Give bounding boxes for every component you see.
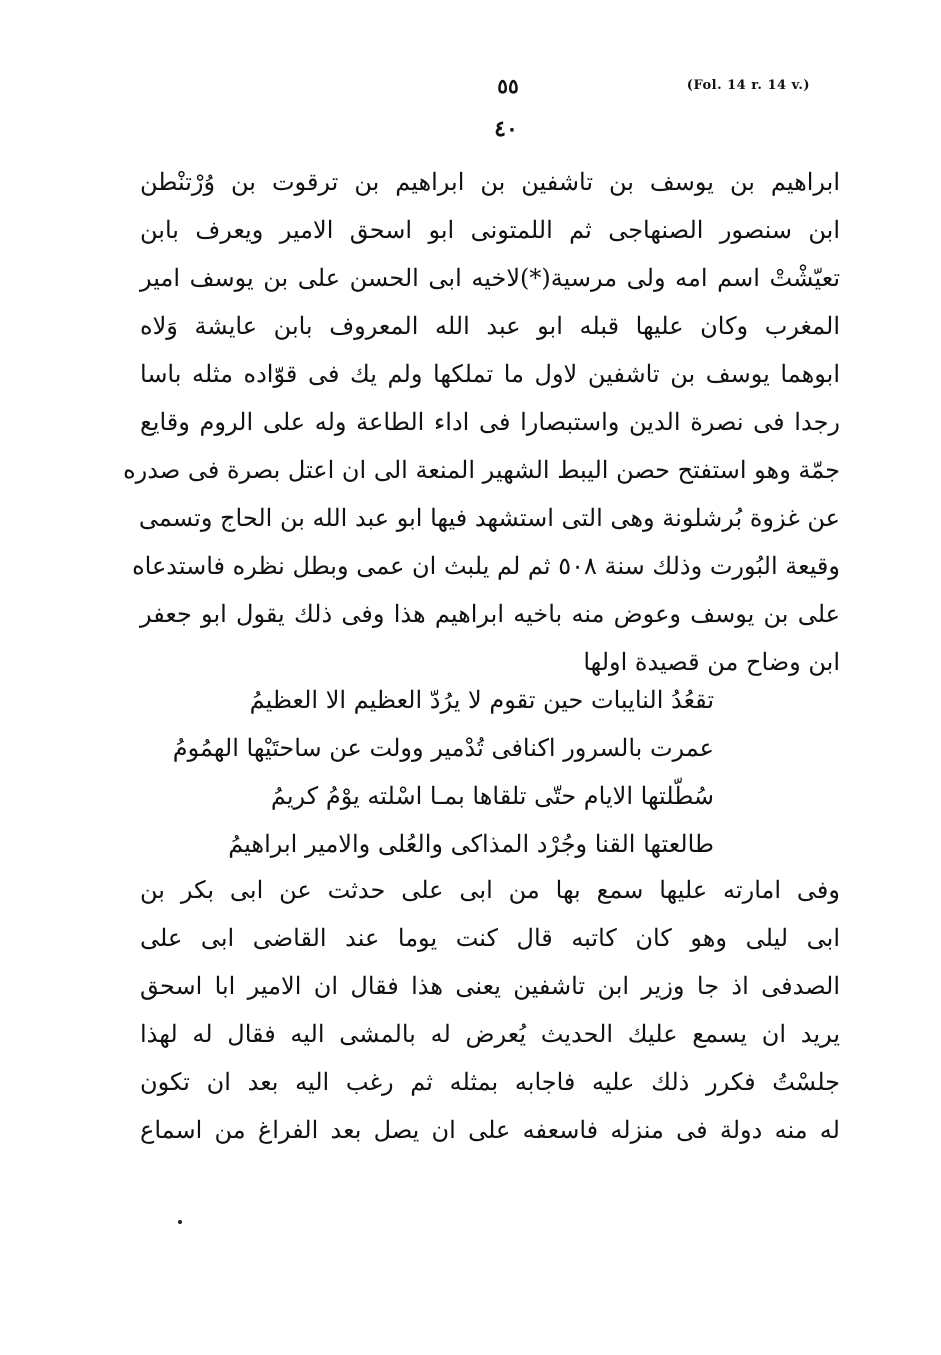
text-line: له منه دولة فى منزله فاسعفه على ان يصل بعد الفراغ من اسماع <box>140 1116 840 1144</box>
text-line: تعيّشْتْ اسم امه ولى مرسية(*)لاخيه ابى الحسن على بن يوسف امير <box>140 264 840 292</box>
verse-line: سُطّلتها الايام حتّى تلقاها بمـا اسْلته يوْمُ كريمُ <box>270 782 714 810</box>
text-line: المغرب وكان عليها قبله ابو عبد الله المعروف بابن عايشة وَلاه <box>140 312 840 340</box>
poem-verses <box>172 676 714 868</box>
text-line: ابوهما يوسف بن تاشفين لاول ما تملكها ولم يك فى قوّاده مثله باسا <box>140 360 840 388</box>
text-line: يريد ان يسمع عليك الحديث يُعرض له بالمشى اليه فقال له لهذا <box>140 1020 840 1048</box>
verse-line: عمرت بالسرور اكنافى تُدْمير وولت عن ساحتَيْها الهمُومُ <box>172 734 714 762</box>
verse-line: طالعتها القنا وجُرْد المذاكى والعُلى والامير ابراهيمُ <box>228 830 714 858</box>
text-line: وقيعة البُورت وذلك سنة ٥٠٨ ثم لم يلبث ان عمى وبطل نظره فاستدعاه <box>132 552 840 580</box>
folio-reference: (Fol. 14 r. 14 v.) <box>686 78 810 93</box>
text-line: على بن يوسف وعوض منه باخيه ابراهيم هذا وفى ذلك يقول ابو جعفر <box>140 600 840 628</box>
text-line: ابى ليلى وهو كان كاتبه قال كنت يوما عند القاضى ابى على <box>140 924 840 952</box>
text-line: عن غزوة بُرشلونة وهى التى استشهد فيها ابو عبد الله بن الحاج وتسمى <box>138 504 840 532</box>
text-line: وفى امارته عليها سمع بها من ابى على حدثت عن ابى بكر بن <box>140 876 840 904</box>
page-number: ٥٥ <box>497 74 519 98</box>
entry-number: ٤٠ <box>494 116 518 142</box>
text-line: الصدفى اذ جا وزير ابن تاشفين يعنى هذا فقال ان الامير ابا اسحق <box>140 972 840 1000</box>
biography-paragraph <box>123 158 840 686</box>
text-line: ابن سنصور الصنهاجى ثم اللمتونى ابو اسحق الامير ويعرف بابن <box>140 216 840 244</box>
text-line: ابن وضاح من قصيدة اولها <box>583 648 840 676</box>
text-line: جلسْتُ فكرر ذلك عليه فاجابه بمثله ثم رغب اليه بعد ان تكون <box>140 1068 840 1096</box>
stray-ink-dot <box>178 1220 182 1224</box>
text-line: جمّة وهو استفتح حصن اليبط الشهير المنعة الى ان اعتل بصرة فى صدره <box>123 456 840 484</box>
verse-line: تقعُدُ النايبات حين تقوم لا يرُدّ العظيم الا العظيمُ <box>249 686 714 714</box>
continuation-paragraph <box>140 866 840 1154</box>
text-line: رجدا فى نصرة الدين واستبصارا فى اداء الطاعة وله على الروم وقايع <box>140 408 840 436</box>
text-line: ابراهيم بن يوسف بن تاشفين بن ابراهيم بن ترقوت بن وُرْتنْطن <box>140 168 840 196</box>
